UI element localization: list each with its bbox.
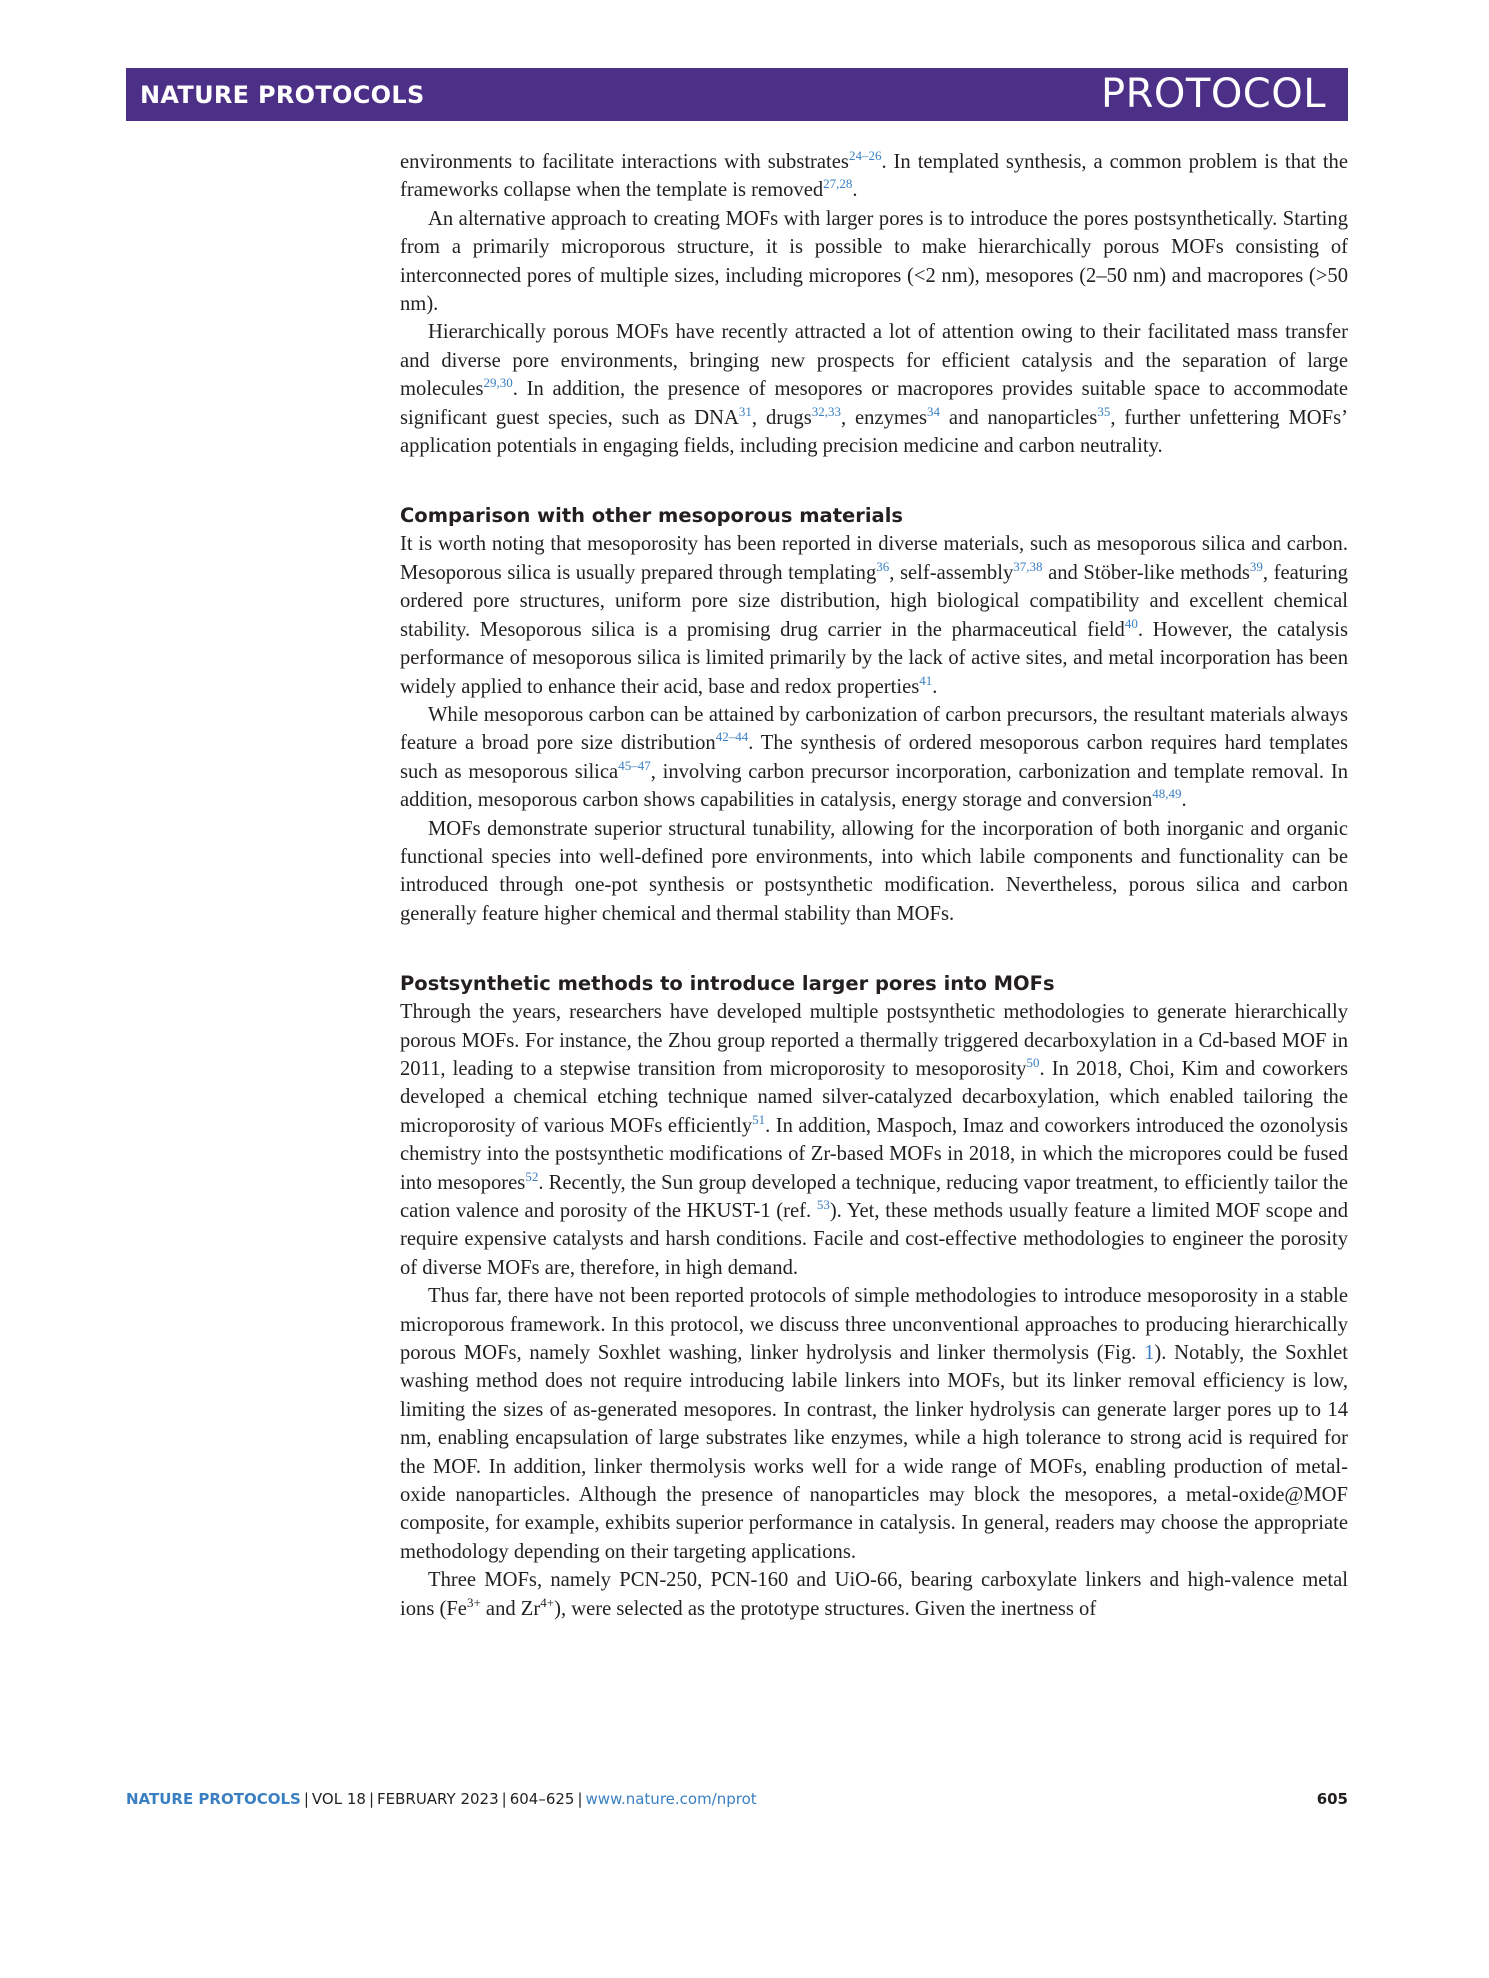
footer-separator: | xyxy=(577,1790,583,1808)
journal-name: NATURE PROTOCOLS xyxy=(140,81,425,109)
paragraph: While mesoporous carbon can be attained by carbonization of carbon precursors, the resultant materials always feature a broad pore size distribution$^{42-44}$. The synthesis of ordered mesoporous carbon requires hard templates such as mesoporous silica$^{45-47}$, involving carbon precursor incorporation, carbonization and template removal. In addition, mesoporous carbon shows capabilities in catalysis, energy storage and conversion$^{48,49}$. xyxy=(400,703,1348,812)
citation-link[interactable]: 24–26 xyxy=(848,148,882,163)
paragraph: An alternative approach to creating MOFs with larger pores is to introduce the pores postsynthetically. Starting from a primarily microporous structure, it is possible to make hierarchically porous MOFs consisting of interconnected pores of multiple sizes, including micropores (<2 nm), mesopores (2–50 nm) and macropores (>50 nm). xyxy=(400,207,1348,316)
citation-link[interactable]: 45–47 xyxy=(618,757,651,773)
citation-link[interactable]: 36 xyxy=(876,558,890,574)
citation-link[interactable]: 53 xyxy=(816,1197,830,1212)
citation-link[interactable]: 51 xyxy=(752,1111,766,1127)
footer-date: FEBRUARY 2023 xyxy=(377,1790,499,1808)
paragraph: MOFs demonstrate superior structural tunability, allowing for the incorporation of both inorganic and organic functional species into well-defined pore environments, into which labile components and functionality can be introduced through one-pot synthesis or postsynthetic modification. Nevertheless, porous silica and carbon generally feature higher chemical and thermal stability than MOFs. xyxy=(400,817,1348,925)
paragraph: Hierarchically porous MOFs have recently attracted a lot of attention owing to their facilitated mass transfer and diverse pore environments, bringing new prospects for efficient catalysis and the separation of large molecules$^{29,30}$. In addition, the presence of mesopores or macropores provides suitable space to accommodate significant guest species, such as DNA$^{31}$, drugs$^{32,33}$, enzymes$^{34}$ and nanoparticles$^{35}$, further unfettering MOFs’ application potentials in engaging fields, including precision medicine and carbon neutrality. xyxy=(400,321,1348,458)
article-type: PROTOCOL xyxy=(1100,71,1326,117)
citation-link[interactable]: 40 xyxy=(1124,615,1138,631)
citation-link[interactable]: 48,49 xyxy=(1152,786,1182,802)
superscript-charge: 3+ xyxy=(466,1594,481,1610)
footer-separator: | xyxy=(501,1790,507,1808)
citation-link[interactable]: 31 xyxy=(738,403,752,419)
footer-separator: | xyxy=(303,1790,309,1808)
section-heading: Postsynthetic methods to introduce larger pores into MOFs xyxy=(400,972,1055,996)
citation-link[interactable]: 50 xyxy=(1026,1054,1040,1070)
paragraph: environments to facilitate interactions with substrates$^{24-26}$. In templated synthesis, a common problem is that the frameworks collapse when the template is removed$^{27,28}$. xyxy=(400,148,1348,202)
citation-link[interactable]: 37,38 xyxy=(1013,558,1043,574)
figure-link[interactable]: 1 xyxy=(1144,1342,1155,1365)
footer-volume: VOL 18 xyxy=(311,1790,366,1808)
footer-journal: NATURE PROTOCOLS xyxy=(126,1790,301,1808)
citation-link[interactable]: 39 xyxy=(1249,558,1263,574)
citation-link[interactable]: 41 xyxy=(919,672,933,688)
footer-url-link[interactable]: www.nature.com/nprot xyxy=(585,1790,757,1808)
citation-link[interactable]: 29,30 xyxy=(483,375,513,391)
citation-link[interactable]: 27,28 xyxy=(823,176,853,192)
page-footer xyxy=(126,1790,1348,1808)
paragraph: It is worth noting that mesoporosity has been reported in diverse materials, such as mesoporous silica and carbon. Mesoporous silica is usually prepared through templating$^{36}$, self-assembly$^{37,38}$ and Stöber-like methods$^{39}$, featuring ordered pore structures, uniform pore size distribution, high biological compatibility and excellent chemical stability. Mesoporous silica is a promising drug carrier in the pharmaceutical field$^{40}$. However, the catalysis performance of mesoporous silica is limited primarily by the lack of active sites, and metal incorporation has been widely applied to enhance their acid, base and redox properties$^{41}$. xyxy=(400,533,1348,698)
citation-link[interactable]: 34 xyxy=(927,403,941,419)
paragraph: Thus far, there have not been reported protocols of simple methodologies to introduce mesoporosity in a stable microporous framework. In this protocol, we discuss three unconventional approaches to producing hierarchically porous MOFs, namely Soxhlet washing, linker hydrolysis and linker thermolysis (Fig. 1). Notably, the Soxhlet washing method does not require introducing labile linkers into MOFs, but its linker removal efficiency is low, limiting the sizes of as-generated mesopores. In contrast, the linker hydrolysis can generate larger pores up to 14 nm, enabling encapsulation of large substrates like enzymes, while a high tolerance to strong acid is required for the MOF. In addition, linker thermolysis works well for a wide range of MOFs, enabling production of metal-oxide nanoparticles. Although the presence of nanoparticles may block the mesopores, a metal-oxide@MOF composite, for example, exhibits superior performance in catalysis. In general, readers may choose the appropriate methodology depending on their targeting applications. xyxy=(400,1285,1348,1563)
section-heading: Comparison with other mesoporous materials xyxy=(400,504,904,528)
footer-separator: | xyxy=(368,1790,374,1808)
footer-pages: 604–625 xyxy=(509,1790,575,1808)
paragraph: Through the years, researchers have developed multiple postsynthetic methodologies to generate hierarchically porous MOFs. For instance, the Zhou group reported a thermally triggered decarboxylation in a Cd-based MOF in 2011, leading to a stepwise transition from microporosity to mesoporosity$^{50}$. In 2018, Choi, Kim and coworkers developed a chemical etching technique named silver-catalyzed decarboxylation, which enabled tailoring the microporosity of various MOFs efficiently$^{51}$. In addition, Maspoch, Imaz and coworkers introduced the ozonolysis chemistry into the postsynthetic modifications of Zr-based MOFs in 2018, in which the micropores could be fused into mesopores$^{52}$. Recently, the Sun group developed a technique, reducing vapor treatment, to efficiently tailor the cation valence and porosity of the HKUST-1 (ref. $^{53}$). Yet, these methods usually feature a limited MOF scope and require expensive catalysts and harsh conditions. Facile and cost-effective methodologies to engineer the porosity of diverse MOFs are, therefore, in high demand. xyxy=(400,1001,1349,1279)
citation-link[interactable]: 42–44 xyxy=(715,729,749,745)
page-number: 605 xyxy=(1316,1790,1348,1808)
citation-link[interactable]: 35 xyxy=(1097,403,1111,419)
header-band xyxy=(126,68,1348,121)
citation-link[interactable]: 52 xyxy=(525,1168,539,1184)
superscript-charge: 4+ xyxy=(540,1594,555,1610)
article-body xyxy=(400,148,1348,1623)
paragraph: Three MOFs, namely PCN-250, PCN-160 and UiO-66, bearing carboxylate linkers and high-valence metal ions ($Fe^{3+}$ and $Zr^{4+}$), were selected as the prototype structures. Given the inertness of xyxy=(400,1569,1348,1620)
citation-link[interactable]: 32,33 xyxy=(811,403,841,419)
